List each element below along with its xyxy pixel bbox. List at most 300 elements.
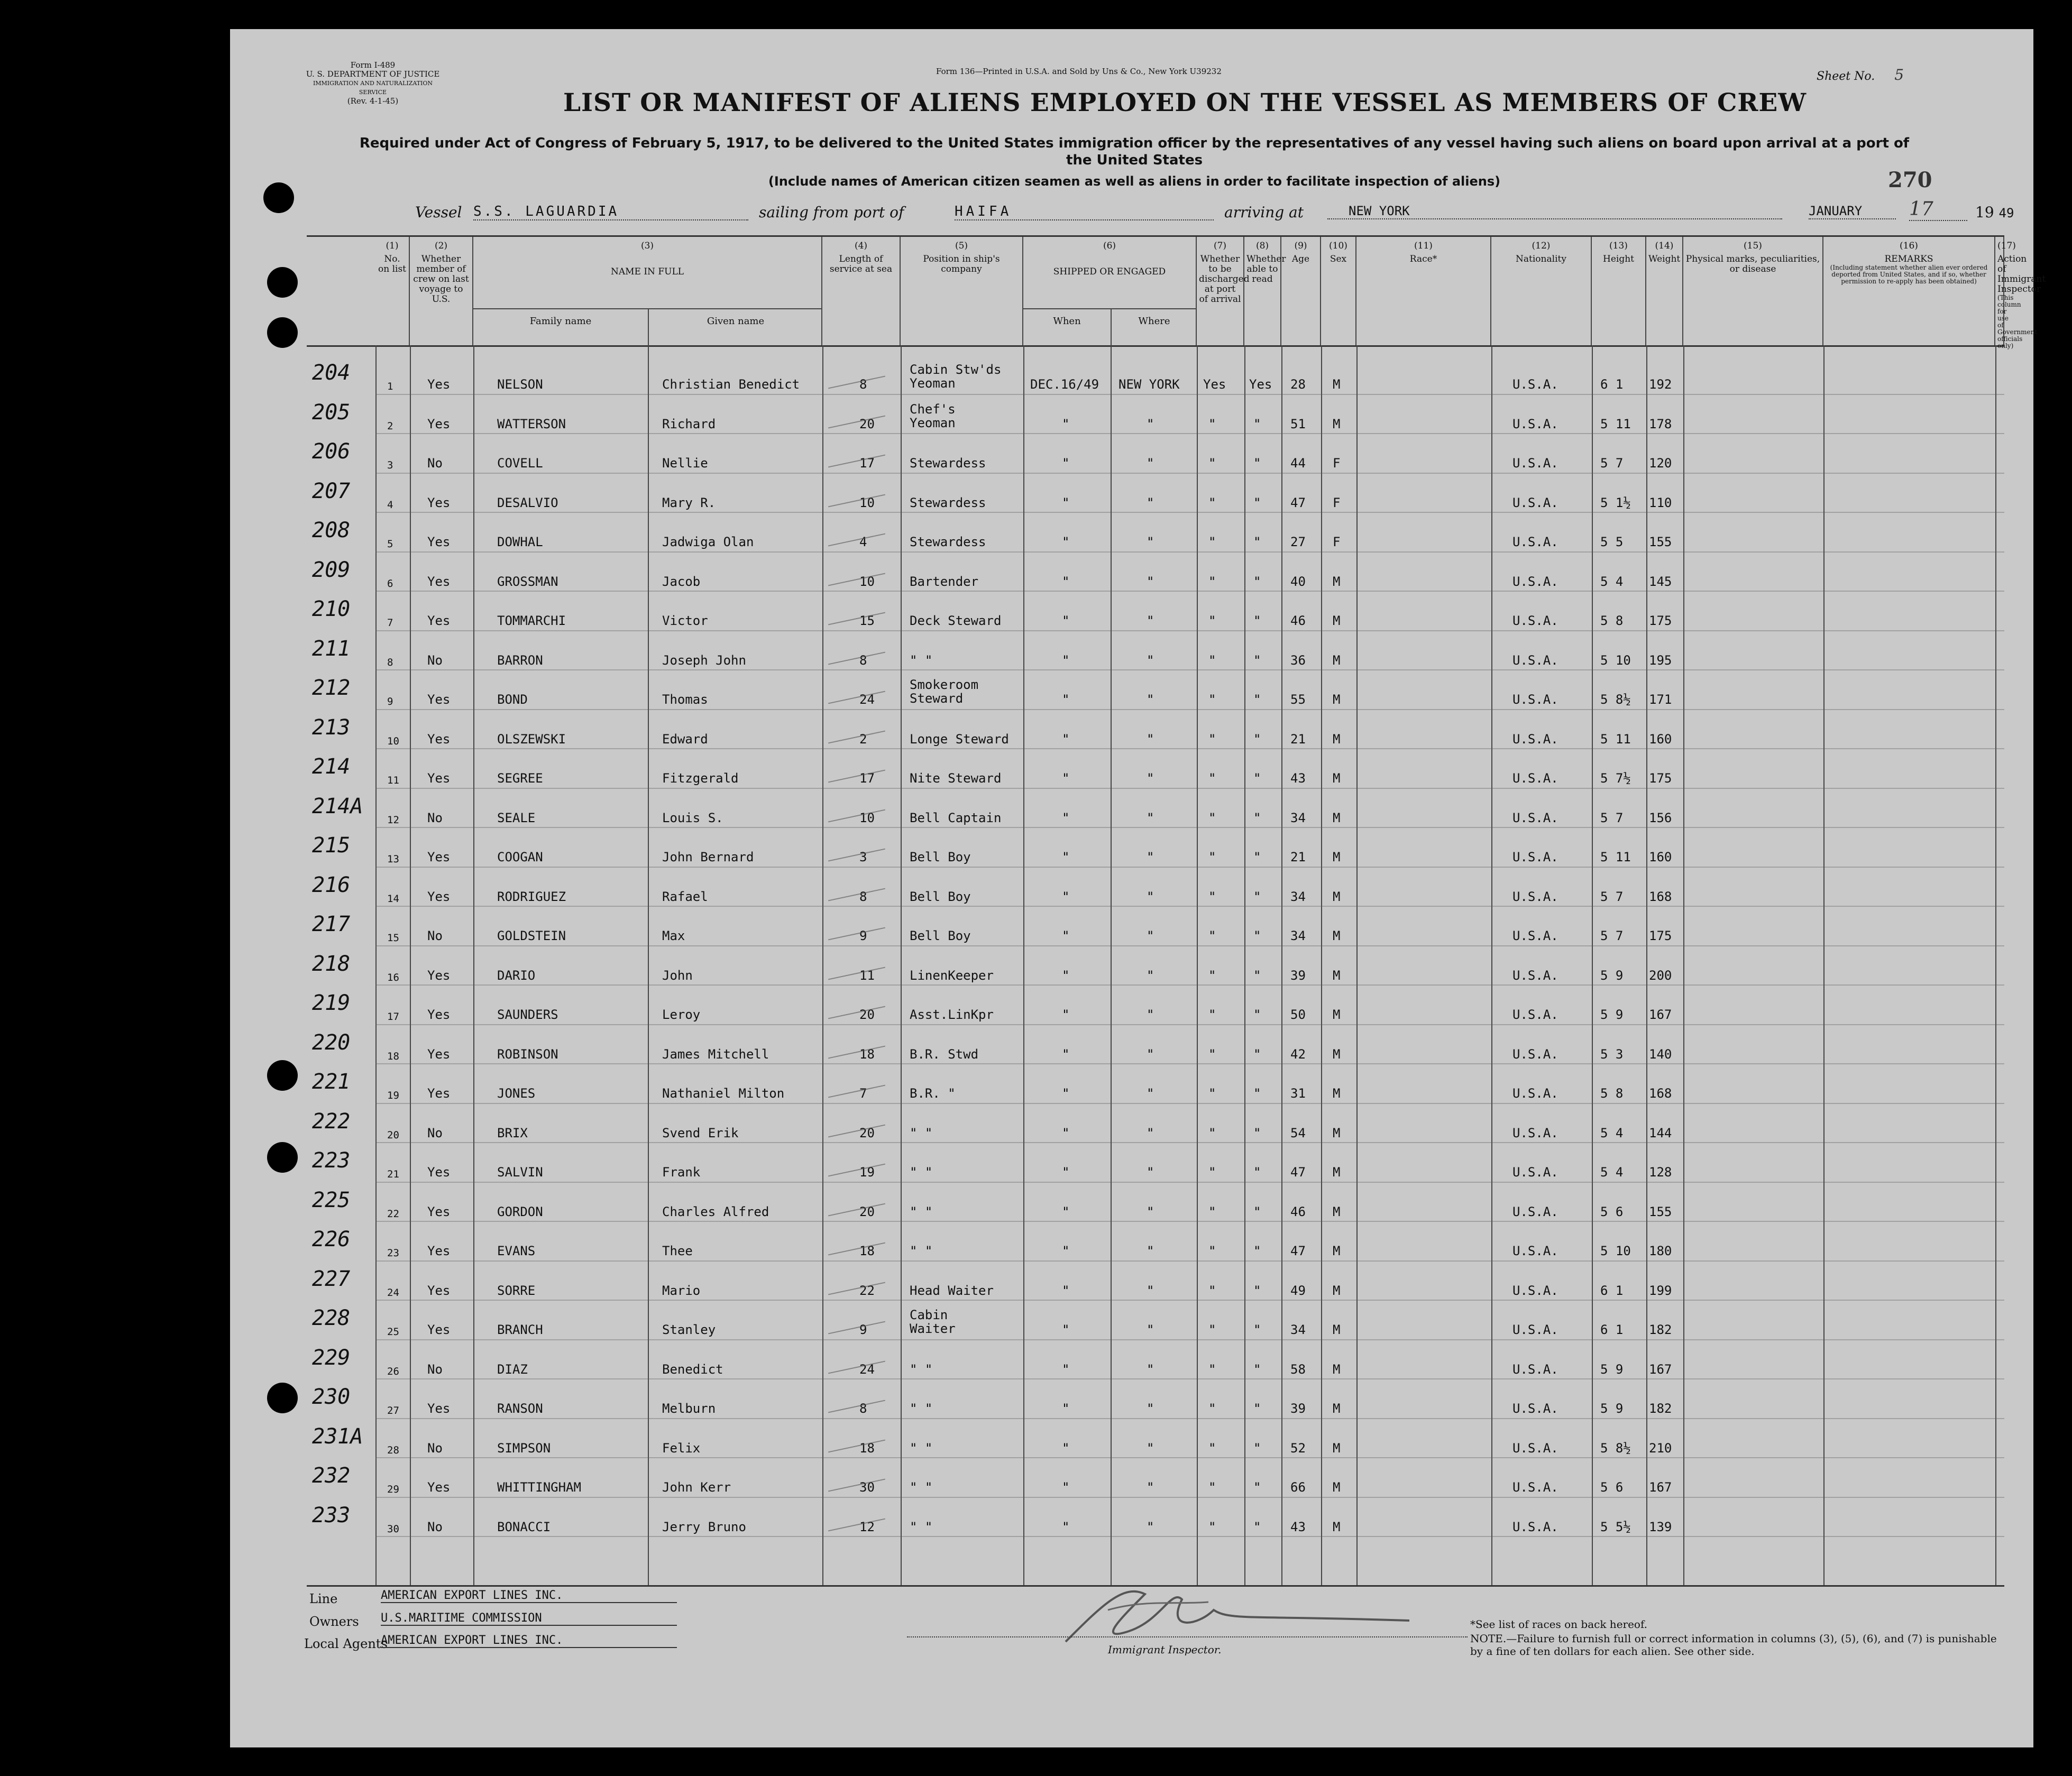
- height: 5 6: [1600, 1204, 1624, 1219]
- column-subtitle: (This column for use of Government officials only): [1997, 294, 2038, 349]
- handwritten-list-number: 225: [312, 1188, 351, 1212]
- line-number: 14: [387, 892, 399, 905]
- position: " ": [910, 1165, 933, 1180]
- position: Bell Boy: [910, 889, 971, 904]
- col-service-header: [822, 237, 901, 345]
- given-name: Nellie: [662, 456, 708, 471]
- able-to-read: ": [1253, 731, 1261, 747]
- shipped-when: ": [1062, 771, 1070, 786]
- sex: M: [1333, 613, 1341, 628]
- family-name: SALVIN: [497, 1165, 543, 1180]
- service-name: IMMIGRATION AND NATURALIZATION SERVICE: [313, 80, 433, 96]
- pencil-check-mark: [828, 612, 885, 625]
- age: 49: [1290, 1283, 1306, 1298]
- nationality: U.S.A.: [1512, 613, 1558, 628]
- sex: M: [1333, 1440, 1341, 1456]
- position: " ": [910, 1361, 933, 1377]
- weight: 178: [1649, 416, 1672, 431]
- col-when-header: When: [1053, 316, 1081, 327]
- shipped-where: ": [1147, 535, 1154, 549]
- col-family-name-header: Family name: [529, 316, 592, 327]
- handwritten-list-number: 217: [312, 912, 351, 936]
- family-name: RANSON: [497, 1401, 543, 1416]
- able-to-read: ": [1253, 1165, 1261, 1180]
- line-value: AMERICAN EXPORT LINES INC.: [381, 1589, 677, 1603]
- to-be-discharged: ": [1208, 1046, 1216, 1062]
- family-name: OLSZEWSKI: [497, 731, 566, 747]
- family-name: SAUNDERS: [497, 1007, 558, 1022]
- length-of-service: 20: [859, 1007, 875, 1022]
- family-name: BRIX: [497, 1125, 528, 1140]
- to-be-discharged: Yes: [1203, 377, 1226, 392]
- height: 5 7: [1600, 810, 1624, 825]
- pencil-check-mark: [828, 1360, 885, 1377]
- arrival-month: JANUARY: [1809, 204, 1896, 219]
- sex: M: [1333, 889, 1341, 904]
- family-name: BOND: [497, 692, 528, 707]
- length-of-service: 4: [859, 535, 867, 549]
- shipped-where: NEW YORK: [1118, 377, 1180, 392]
- weight: 160: [1649, 731, 1672, 747]
- shipped-where: ": [1147, 889, 1154, 904]
- weight: 156: [1649, 810, 1672, 825]
- position-line-2: Steward: [910, 691, 964, 706]
- age: 39: [1290, 968, 1306, 983]
- col-shipped-header: [1023, 237, 1197, 345]
- sex: M: [1333, 1086, 1341, 1101]
- previous-voyage: Yes: [427, 968, 451, 983]
- column-number: (15): [1744, 241, 1762, 251]
- shipped-when: ": [1062, 652, 1070, 668]
- column-rule: [375, 345, 377, 1585]
- row-rule: [375, 906, 2004, 907]
- shipped-when: ": [1062, 1007, 1070, 1022]
- line-number: 2: [387, 420, 393, 432]
- line-number: 17: [387, 1011, 399, 1023]
- length-of-service: 17: [859, 456, 875, 471]
- sex: M: [1333, 692, 1341, 707]
- nationality: U.S.A.: [1512, 1361, 1558, 1377]
- column-title: No. on list: [378, 254, 407, 274]
- col-age-header: [1281, 237, 1321, 345]
- able-to-read: ": [1253, 652, 1261, 668]
- position: " ": [910, 1204, 933, 1219]
- column-title: REMARKS: [1884, 254, 1933, 264]
- given-name: John Kerr: [662, 1480, 731, 1495]
- year-value: 49: [1998, 206, 2014, 220]
- age: 27: [1290, 535, 1306, 549]
- row-rule: [375, 669, 2004, 670]
- row-rule: [375, 984, 2004, 986]
- able-to-read: ": [1253, 692, 1261, 707]
- nationality: U.S.A.: [1512, 1125, 1558, 1140]
- length-of-service: 30: [859, 1480, 875, 1495]
- age: 28: [1290, 377, 1306, 392]
- sex: F: [1333, 495, 1341, 510]
- position: B.R. ": [910, 1086, 956, 1101]
- weight: 144: [1649, 1125, 1672, 1140]
- handwritten-list-number: 211: [312, 636, 351, 661]
- height: 5 1½: [1600, 495, 1631, 510]
- weight: 167: [1649, 1480, 1672, 1495]
- nationality: U.S.A.: [1512, 1480, 1558, 1495]
- given-name: Victor: [662, 613, 708, 628]
- note-label: NOTE.: [1470, 1632, 1507, 1645]
- length-of-service: 10: [859, 810, 875, 825]
- height: 5 10: [1600, 652, 1631, 668]
- shipped-where: ": [1147, 1046, 1154, 1062]
- shipped-when: ": [1062, 1480, 1070, 1495]
- line-number: 6: [387, 577, 393, 590]
- height: 5 11: [1600, 850, 1631, 864]
- family-name: COVELL: [497, 456, 543, 471]
- col-sex-header: [1321, 237, 1356, 345]
- row-rule: [375, 591, 2004, 592]
- family-name: COOGAN: [497, 850, 543, 864]
- line-number: 22: [387, 1208, 399, 1220]
- pencil-check-mark: [828, 849, 885, 862]
- to-be-discharged: ": [1208, 416, 1216, 431]
- height: 5 5½: [1600, 1519, 1631, 1534]
- position: " ": [910, 1401, 933, 1416]
- previous-voyage: No: [427, 1440, 443, 1456]
- column-title: Age: [1291, 254, 1310, 264]
- shipped-when: ": [1062, 1519, 1070, 1534]
- column-rule: [1023, 345, 1024, 1585]
- nationality: U.S.A.: [1512, 456, 1558, 471]
- weight: 160: [1649, 850, 1672, 864]
- family-name: WHITTINGHAM: [497, 1480, 581, 1495]
- weight: 167: [1649, 1361, 1672, 1377]
- family-name: GORDON: [497, 1204, 543, 1219]
- age: 34: [1290, 889, 1306, 904]
- height: 5 7½: [1600, 771, 1631, 786]
- line-number: 1: [387, 381, 393, 392]
- previous-voyage: Yes: [427, 1007, 451, 1022]
- shipped-when: ": [1062, 1361, 1070, 1377]
- column-rule: [822, 345, 823, 1585]
- nationality: U.S.A.: [1512, 810, 1558, 825]
- age: 50: [1290, 1007, 1306, 1022]
- given-name: James Mitchell: [662, 1046, 769, 1062]
- arrival-day: 17: [1909, 198, 1967, 221]
- form-number-block: [304, 61, 442, 106]
- position: Deck Steward: [910, 613, 1002, 628]
- position: Stewardess: [910, 535, 986, 549]
- family-name: TOMMARCHI: [497, 613, 566, 628]
- to-be-discharged: ": [1208, 1322, 1216, 1337]
- weight: 168: [1649, 889, 1672, 904]
- previous-voyage: Yes: [427, 495, 451, 510]
- handwritten-list-number: 222: [312, 1109, 351, 1134]
- family-name: NELSON: [497, 377, 543, 392]
- nationality: U.S.A.: [1512, 652, 1558, 668]
- shipped-where: ": [1147, 1125, 1154, 1140]
- age: 40: [1290, 574, 1306, 589]
- column-subtitle: (Including statement whether alien ever ordered deported from United States, and if so, whether permission to re-apply has been obtained): [1830, 264, 1988, 285]
- col-discharged-header: [1197, 237, 1250, 345]
- length-of-service: 8: [859, 1401, 867, 1416]
- given-name: Mario: [662, 1283, 701, 1298]
- handwritten-list-number: 233: [312, 1503, 351, 1527]
- to-be-discharged: ": [1208, 1204, 1216, 1219]
- previous-voyage: No: [427, 1361, 443, 1377]
- position: Bartender: [910, 574, 979, 589]
- punch-hole: [263, 182, 294, 213]
- column-rule: [1281, 345, 1282, 1585]
- line-number: 4: [387, 499, 393, 511]
- given-name: Jacob: [662, 574, 701, 589]
- family-name: GOLDSTEIN: [497, 928, 566, 943]
- nationality: U.S.A.: [1512, 1283, 1558, 1298]
- arrival-port: NEW YORK: [1327, 204, 1782, 219]
- length-of-service: 18: [859, 1046, 875, 1062]
- pencil-check-mark: [828, 927, 885, 941]
- able-to-read: ": [1253, 771, 1261, 786]
- position: Stewardess: [910, 495, 986, 510]
- length-of-service: 24: [859, 692, 875, 707]
- local-agents-label: Local Agents: [304, 1636, 388, 1651]
- position: " ": [910, 652, 933, 668]
- to-be-discharged: ": [1208, 968, 1216, 983]
- nationality: U.S.A.: [1512, 850, 1558, 864]
- able-to-read: ": [1253, 928, 1261, 943]
- weight: 195: [1649, 652, 1672, 668]
- length-of-service: 8: [859, 652, 867, 668]
- row-rule: [375, 1339, 2004, 1340]
- column-rule: [1646, 345, 1647, 1585]
- family-name: DARIO: [497, 968, 536, 983]
- position: Nite Steward: [910, 771, 1002, 786]
- shipped-when: ": [1062, 613, 1070, 628]
- shipped-when: ": [1062, 1165, 1070, 1180]
- pencil-check-mark: [828, 809, 885, 822]
- sex: M: [1333, 731, 1341, 747]
- family-name: SEALE: [497, 810, 536, 825]
- row-rule: [375, 709, 2004, 710]
- punch-hole: [267, 317, 298, 348]
- shipped-when: ": [1062, 574, 1070, 589]
- handwritten-list-number: 204: [312, 361, 351, 385]
- previous-voyage: No: [427, 1125, 443, 1140]
- able-to-read: ": [1253, 495, 1261, 510]
- previous-voyage: No: [427, 810, 443, 825]
- given-name: Felix: [662, 1440, 701, 1456]
- nationality: U.S.A.: [1512, 574, 1558, 589]
- to-be-discharged: ": [1208, 1283, 1216, 1298]
- position: Bell Captain: [910, 810, 1002, 825]
- vessel-name: S.S. LAGUARDIA: [473, 204, 748, 220]
- able-to-read: ": [1253, 1440, 1261, 1456]
- punch-hole: [267, 1060, 298, 1091]
- previous-voyage: Yes: [427, 1165, 451, 1180]
- family-name: BONACCI: [497, 1519, 551, 1534]
- column-title: Whether to be discharged at port of arrival: [1199, 254, 1250, 305]
- weight: 210: [1649, 1440, 1672, 1456]
- column-rule: [1321, 345, 1322, 1585]
- previous-voyage: Yes: [427, 613, 451, 628]
- column-rule: [648, 345, 649, 1585]
- pencil-check-mark: [828, 415, 885, 428]
- height: 6 1: [1600, 377, 1624, 392]
- weight: 128: [1649, 1165, 1672, 1180]
- sex: M: [1333, 1125, 1341, 1140]
- pencil-check-mark: [828, 1439, 885, 1452]
- able-to-read: ": [1253, 810, 1261, 825]
- length-of-service: 15: [859, 613, 875, 628]
- weight: 168: [1649, 1086, 1672, 1101]
- manifest-subtitle: Required under Act of Congress of February 5, 1917, to be delivered to the United States immigration officer by the representatives of any vessel having such aliens on board upon arrival at a port of the United States: [359, 135, 1910, 168]
- column-title: SHIPPED OR ENGAGED: [1053, 266, 1166, 277]
- length-of-service: 20: [859, 416, 875, 431]
- previous-voyage: No: [427, 652, 443, 668]
- height: 5 11: [1600, 731, 1631, 747]
- position: Stewardess: [910, 456, 986, 471]
- column-rule: [1111, 345, 1112, 1585]
- row-rule: [375, 1024, 2004, 1025]
- able-to-read: ": [1253, 456, 1261, 471]
- given-name: Richard: [662, 416, 716, 431]
- height: 5 8½: [1600, 692, 1631, 707]
- shipped-when: ": [1062, 968, 1070, 983]
- age: 36: [1290, 652, 1306, 668]
- to-be-discharged: ": [1208, 1007, 1216, 1022]
- crew-table: [307, 235, 2046, 1587]
- position: " ": [910, 1519, 933, 1534]
- handwritten-list-number: 207: [312, 478, 351, 503]
- column-rule: [1244, 345, 1245, 1585]
- weight: 155: [1649, 1204, 1672, 1219]
- column-rule: [1823, 345, 1825, 1585]
- race-note: *See list of races on back hereof.: [1470, 1618, 1648, 1631]
- handwritten-list-number: 219: [312, 991, 351, 1015]
- length-of-service: 8: [859, 889, 867, 904]
- nationality: U.S.A.: [1512, 495, 1558, 510]
- given-name: Louis S.: [662, 810, 723, 825]
- col-no-on-list-header: [375, 237, 410, 345]
- pencil-check-mark: [828, 1282, 885, 1295]
- able-to-read: ": [1253, 1086, 1261, 1101]
- pencil-check-mark: [828, 1518, 885, 1531]
- age: 42: [1290, 1046, 1306, 1062]
- position: Head Waiter: [910, 1283, 994, 1298]
- to-be-discharged: ": [1208, 495, 1216, 510]
- row-rule: [375, 1063, 2004, 1064]
- shipped-when: ": [1062, 850, 1070, 864]
- pencil-check-mark: [828, 730, 885, 743]
- pencil-check-mark: [828, 651, 885, 668]
- position: " ": [910, 1480, 933, 1495]
- sex: M: [1333, 1480, 1341, 1495]
- column-title: Position in ship's company: [923, 254, 1000, 274]
- length-of-service: 12: [859, 1519, 875, 1534]
- pencil-check-mark: [828, 1045, 885, 1062]
- shipped-where: ": [1147, 1244, 1154, 1258]
- previous-voyage: Yes: [427, 1204, 451, 1219]
- line-number: 26: [387, 1365, 399, 1377]
- handwritten-list-number: 206: [312, 439, 351, 464]
- previous-voyage: Yes: [427, 416, 451, 431]
- column-number: (8): [1255, 241, 1269, 251]
- sex: M: [1333, 1165, 1341, 1180]
- col-inspector-action-header: [1995, 237, 2046, 349]
- shipped-where: ": [1147, 968, 1154, 983]
- column-title: NAME IN FULL: [610, 266, 684, 277]
- line-label: Line: [309, 1591, 338, 1606]
- line-number: 12: [387, 814, 399, 826]
- column-number: (9): [1294, 241, 1307, 251]
- column-number: (1): [386, 241, 399, 251]
- family-name: BRANCH: [497, 1322, 543, 1337]
- able-to-read: ": [1253, 613, 1261, 628]
- to-be-discharged: ": [1208, 1361, 1216, 1377]
- length-of-service: 9: [859, 1322, 867, 1337]
- to-be-discharged: ": [1208, 771, 1216, 786]
- age: 52: [1290, 1440, 1306, 1456]
- column-number: (7): [1213, 241, 1227, 251]
- row-rule: [375, 394, 2004, 395]
- form-number: Form I-489: [350, 60, 396, 70]
- weight: 145: [1649, 574, 1672, 589]
- handwritten-list-number: 221: [312, 1070, 351, 1094]
- column-number: (2): [434, 241, 448, 251]
- owners-value: U.S.MARITIME COMMISSION: [381, 1612, 677, 1626]
- shipped-when: ": [1062, 731, 1070, 747]
- line-number: 15: [387, 932, 399, 944]
- able-to-read: ": [1253, 416, 1261, 431]
- family-name: GROSSMAN: [497, 574, 558, 589]
- able-to-read: ": [1253, 1125, 1261, 1140]
- shipped-when: DEC.16/49: [1030, 377, 1099, 392]
- shipped-when: ": [1062, 456, 1070, 471]
- col-physical-marks-header: [1683, 237, 1823, 345]
- to-be-discharged: ": [1208, 731, 1216, 747]
- given-name: Nathaniel Milton: [662, 1086, 785, 1101]
- age: 31: [1290, 1086, 1306, 1101]
- weight: 175: [1649, 613, 1672, 628]
- able-to-read: ": [1253, 968, 1261, 983]
- line-number: 16: [387, 971, 399, 983]
- family-name: SEGREE: [497, 771, 543, 786]
- shipped-where: ": [1147, 1204, 1154, 1219]
- row-rule: [375, 1536, 2004, 1537]
- shipped-when: ": [1062, 1125, 1070, 1140]
- row-rule: [375, 1103, 2004, 1104]
- column-rule: [1592, 345, 1593, 1585]
- length-of-service: 7: [859, 1086, 867, 1101]
- year-prefix: 19: [1975, 204, 1994, 221]
- family-name: JONES: [497, 1086, 536, 1101]
- given-name: Jadwiga Olan: [662, 535, 754, 549]
- pencil-check-mark: [828, 455, 885, 471]
- column-number: (6): [1103, 241, 1116, 251]
- nationality: U.S.A.: [1512, 889, 1558, 904]
- family-name: RODRIGUEZ: [497, 889, 566, 904]
- previous-voyage: Yes: [427, 1244, 451, 1258]
- inspector-signature-line: [907, 1636, 1468, 1637]
- col-read-header: [1244, 237, 1286, 345]
- handwritten-list-number: 229: [312, 1345, 351, 1370]
- height: 5 9: [1600, 968, 1624, 983]
- shipped-where: ": [1147, 692, 1154, 707]
- to-be-discharged: ": [1208, 1440, 1216, 1456]
- sex: M: [1333, 1361, 1341, 1377]
- length-of-service: 17: [859, 771, 875, 786]
- previous-voyage: Yes: [427, 1480, 451, 1495]
- handwritten-list-number: 228: [312, 1306, 351, 1330]
- sex: M: [1333, 574, 1341, 589]
- shipped-where: ": [1147, 574, 1154, 589]
